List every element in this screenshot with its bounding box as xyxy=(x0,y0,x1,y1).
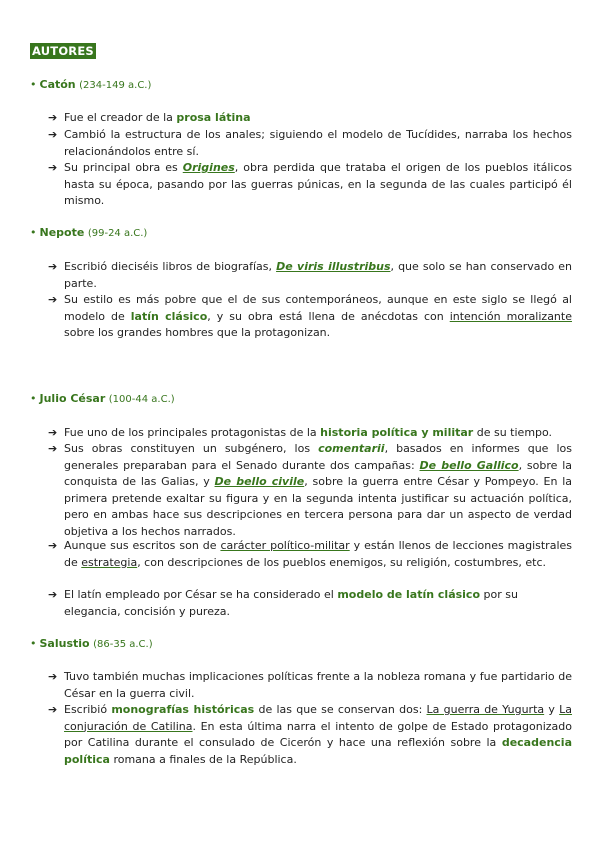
author-dates: (86-35 a.C.) xyxy=(93,639,153,650)
list-item: ➔ Su principal obra es Origines, obra perdida que trataba el origen de los pueblos itálicos hasta su época, pasando por las guerras púnicas, en la segunda de las cuales participó él mismo. xyxy=(48,161,572,207)
highlight-term: prosa látina xyxy=(176,111,251,124)
list-item: ➔ El latín empleado por César se ha considerado el modelo de latín clásico por su elegancia, concisión y pureza. xyxy=(48,588,518,618)
work-title: De bello Gallico xyxy=(419,458,519,472)
underlined-term: intención moralizante xyxy=(449,309,572,323)
bullet-icon: • xyxy=(30,392,37,405)
list-item: ➔ Fue el creador de la prosa látina xyxy=(48,110,572,127)
underlined-term: estrategia xyxy=(81,555,138,569)
arrow-right-icon: ➔ xyxy=(48,442,58,455)
arrow-right-icon: ➔ xyxy=(48,670,58,683)
list-item: ➔ Aunque sus escritos son de carácter político-militar y están llenos de lecciones magistrales de estrategia, con descripciones de los pueblos enemigos, su religión, costumbres, etc. xyxy=(48,539,572,569)
work-title: De viris illustribus xyxy=(276,260,391,273)
arrow-right-icon: ➔ xyxy=(48,539,58,552)
underlined-term: La guerra de Yugurta xyxy=(426,703,545,716)
author-caton xyxy=(30,78,151,91)
highlight-term: monografías históricas xyxy=(111,703,255,716)
arrow-right-icon: ➔ xyxy=(48,260,58,273)
highlight-term: comentarii xyxy=(318,442,385,455)
author-dates: (234-149 a.C.) xyxy=(79,80,152,91)
underlined-term: La conjuración de Catilina xyxy=(64,703,573,733)
arrow-right-icon: ➔ xyxy=(48,293,58,306)
author-dates: (100-44 a.C.) xyxy=(108,394,175,405)
author-salustio xyxy=(30,637,153,650)
arrow-right-icon: ➔ xyxy=(48,128,58,141)
highlight-term: historia política y militar xyxy=(320,426,474,439)
author-name: Catón xyxy=(39,78,76,91)
list-item: ➔ Sus obras constituyen un subgénero, los comentarii, basados en informes que los generales preparaban para el Senado durante dos campañas: De bello Gallico, sobre la conquista de las Galias, y De bello civile, sobre la guerra entre César y Pompeyo. En la primera pretende exaltar su figura y en la segunda intenta justificar su actuación política, pero en ambas hace sus descripciones en tercera persona para dar un aspecto de verdad objetiva a los hechos narrados. xyxy=(48,442,573,538)
author-dates: (99-24 a.C.) xyxy=(87,228,148,239)
author-name: Salustio xyxy=(39,637,90,650)
arrow-right-icon: ➔ xyxy=(48,111,58,124)
arrow-right-icon: ➔ xyxy=(48,703,58,716)
highlight-term: modelo de latín clásico xyxy=(337,588,481,601)
highlight-term: latín clásico xyxy=(130,309,208,323)
bullet-icon: • xyxy=(30,637,37,650)
list-item: ➔ Tuvo también muchas implicaciones políticas frente a la nobleza romana y fue partidario de César en la guerra civil. xyxy=(48,670,572,700)
author-nepote xyxy=(30,226,147,239)
arrow-right-icon: ➔ xyxy=(48,426,58,439)
list-item: ➔ Escribió dieciséis libros de biografías, De viris illustribus, que solo se han conservado en parte. xyxy=(48,260,572,290)
underlined-term: carácter político-militar xyxy=(220,539,350,552)
list-item: ➔ Su estilo es más pobre que el de sus contemporáneos, aunque en este siglo se llegó al modelo de latín clásico, y su obra está llena de anécdotas con intención moralizante sobre los grandes hombres que la protagonizan. xyxy=(48,293,572,339)
arrow-right-icon: ➔ xyxy=(48,161,58,174)
list-item: ➔ Cambió la estructura de los anales; siguiendo el modelo de Tucídides, narraba los hechos relacionándolos entre sí. xyxy=(48,128,572,158)
bullet-icon: • xyxy=(30,78,37,91)
bullet-icon: • xyxy=(30,226,37,239)
work-title: De bello civile xyxy=(214,475,305,488)
work-title: Origines xyxy=(182,161,235,174)
author-name: Julio César xyxy=(39,392,106,405)
highlight-term: decadencia política xyxy=(64,736,572,766)
list-item: ➔ Fue uno de los principales protagonistas de la historia política y militar de su tiempo. xyxy=(48,425,572,442)
author-julio-cesar xyxy=(30,392,175,405)
arrow-right-icon: ➔ xyxy=(48,588,58,601)
list-item: ➔ Escribió monografías históricas de las que se conservan dos: La guerra de Yugurta y La conjuración de Catilina. En esta última narra el intento de golpe de Estado protagonizado por Catilina durante el consulado de Cicerón y hace una reflexión sobre la decadencia política romana a finales de la República. xyxy=(48,703,573,766)
section-heading: AUTORES xyxy=(32,44,94,58)
author-name: Nepote xyxy=(39,226,85,239)
